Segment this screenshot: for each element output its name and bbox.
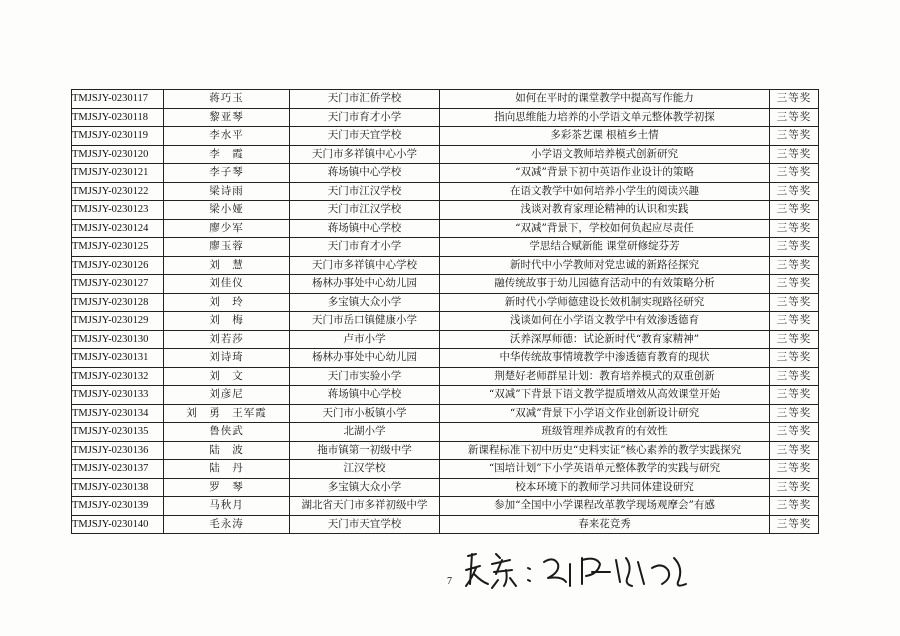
table-row: [72, 293, 819, 312]
school-cell: 多宝镇大众小学: [290, 293, 440, 312]
author-name-cell: 刘 玲: [164, 293, 290, 312]
school-cell: 天门市育才小学: [290, 238, 440, 257]
table-row: [72, 275, 819, 294]
paper-title-cell: 春来花竞秀: [440, 515, 770, 534]
paper-title-cell: 沃养深厚师德：试论新时代“教育家精神”: [440, 330, 770, 349]
table-row: [72, 164, 819, 183]
table-row: [72, 478, 819, 497]
paper-title-cell: 参加“全国中小学课程改革教学现场观摩会”有感: [440, 497, 770, 516]
school-cell: 多宝镇大众小学: [290, 478, 440, 497]
entry-code-cell: TMJSJY-0230119: [72, 127, 164, 146]
author-name-cell: 毛永涛: [164, 515, 290, 534]
paper-title-cell: 多彩茶艺课 根植乡土情: [440, 127, 770, 146]
prize-level-cell: 三等奖: [770, 275, 819, 294]
entry-code-cell: TMJSJY-0230122: [72, 182, 164, 201]
prize-level-cell: 三等奖: [770, 349, 819, 368]
entry-code-cell: TMJSJY-0230124: [72, 219, 164, 238]
paper-title-cell: “双减”背景下小学语文作业创新设计研究: [440, 404, 770, 423]
entry-code-cell: TMJSJY-0230136: [72, 441, 164, 460]
school-cell: 北湖小学: [290, 423, 440, 442]
table-row: [72, 201, 819, 220]
table-row: [72, 441, 819, 460]
table-row: [72, 497, 819, 516]
table-row: [72, 182, 819, 201]
author-name-cell: 鲁侠武: [164, 423, 290, 442]
author-name-cell: 蒋巧玉: [164, 90, 290, 109]
author-name-cell: 刘彦尼: [164, 386, 290, 405]
author-name-cell: 刘 文: [164, 367, 290, 386]
author-name-cell: 梁诗雨: [164, 182, 290, 201]
entry-code-cell: TMJSJY-0230135: [72, 423, 164, 442]
prize-level-cell: 三等奖: [770, 108, 819, 127]
school-cell: 天门市多祥镇中心学校: [290, 256, 440, 275]
paper-title-cell: 校本环境下的教师学习共同体建设研究: [440, 478, 770, 497]
proofreader-signature: [462, 544, 702, 596]
author-name-cell: 刘佳仪: [164, 275, 290, 294]
entry-code-cell: TMJSJY-0230129: [72, 312, 164, 331]
paper-title-cell: 中华传统故事情境教学中渗透德育教育的现状: [440, 349, 770, 368]
entry-code-cell: TMJSJY-0230120: [72, 145, 164, 164]
entry-code-cell: TMJSJY-0230130: [72, 330, 164, 349]
prize-level-cell: 三等奖: [770, 330, 819, 349]
school-cell: 天门市江汉学校: [290, 201, 440, 220]
paper-title-cell: 荆楚好老师群星计划：教育培养模式的双重创新: [440, 367, 770, 386]
prize-level-cell: 三等奖: [770, 460, 819, 479]
table-row: [72, 515, 819, 534]
school-cell: 天门市岳口镇健康小学: [290, 312, 440, 331]
author-name-cell: 黎亚琴: [164, 108, 290, 127]
table-row: [72, 460, 819, 479]
entry-code-cell: TMJSJY-0230117: [72, 90, 164, 109]
author-name-cell: 陆 丹: [164, 460, 290, 479]
entry-code-cell: TMJSJY-0230132: [72, 367, 164, 386]
school-cell: 天门市汇侨学校: [290, 90, 440, 109]
paper-title-cell: 浅谈对教育家理论精神的认识和实践: [440, 201, 770, 220]
paper-title-cell: 在语文教学中如何培养小学生的阅读兴趣: [440, 182, 770, 201]
prize-level-cell: 三等奖: [770, 219, 819, 238]
entry-code-cell: TMJSJY-0230137: [72, 460, 164, 479]
school-cell: 江汉学校: [290, 460, 440, 479]
table-row: [72, 238, 819, 257]
paper-title-cell: “国培计划”下小学英语单元整体教学的实践与研究: [440, 460, 770, 479]
paper-title-cell: 指向思维能力培养的小学语文单元整体教学初探: [440, 108, 770, 127]
table-row: [72, 367, 819, 386]
author-name-cell: 廖少军: [164, 219, 290, 238]
entry-code-cell: TMJSJY-0230131: [72, 349, 164, 368]
school-cell: 蒋场镇中心学校: [290, 219, 440, 238]
paper-title-cell: 小学语文教师培养模式创新研究: [440, 145, 770, 164]
paper-title-cell: 班级管理养成教育的有效性: [440, 423, 770, 442]
school-cell: 蒋场镇中心学校: [290, 164, 440, 183]
author-name-cell: 刘诗琦: [164, 349, 290, 368]
paper-title-cell: “双减”背景下，学校如何负起应尽责任: [440, 219, 770, 238]
prize-level-cell: 三等奖: [770, 312, 819, 331]
school-cell: 蒋场镇中心学校: [290, 386, 440, 405]
author-name-cell: 罗 琴: [164, 478, 290, 497]
author-name-cell: 马秋月: [164, 497, 290, 516]
entry-code-cell: TMJSJY-0230133: [72, 386, 164, 405]
entry-code-cell: TMJSJY-0230127: [72, 275, 164, 294]
author-name-cell: 李 霞: [164, 145, 290, 164]
author-name-cell: 李水平: [164, 127, 290, 146]
prize-level-cell: 三等奖: [770, 164, 819, 183]
author-name-cell: 陆 波: [164, 441, 290, 460]
table-row: [72, 108, 819, 127]
school-cell: 天门市多祥镇中心小学: [290, 145, 440, 164]
table-row: [72, 145, 819, 164]
table-row: [72, 256, 819, 275]
school-cell: 天门市天宜学校: [290, 515, 440, 534]
entry-code-cell: TMJSJY-0230125: [72, 238, 164, 257]
prize-level-cell: 三等奖: [770, 127, 819, 146]
table-row: [72, 219, 819, 238]
table-row: [72, 423, 819, 442]
paper-title-cell: 新时代小学师德建设长效机制实现路径研究: [440, 293, 770, 312]
school-cell: 拖市镇第一初级中学: [290, 441, 440, 460]
entry-code-cell: TMJSJY-0230134: [72, 404, 164, 423]
author-name-cell: 李子琴: [164, 164, 290, 183]
award-list-table: [71, 89, 819, 534]
paper-title-cell: 浅谈如何在小学语文教学中有效渗透德育: [440, 312, 770, 331]
school-cell: 杨林办事处中心幼儿园: [290, 275, 440, 294]
prize-level-cell: 三等奖: [770, 404, 819, 423]
prize-level-cell: 三等奖: [770, 90, 819, 109]
table-row: [72, 127, 819, 146]
prize-level-cell: 三等奖: [770, 441, 819, 460]
paper-title-cell: 新课程标准下初中历史“史料实证”核心素养的教学实践探究: [440, 441, 770, 460]
paper-title-cell: “双减”下背景下语文教学提质增效从高效课堂开始: [440, 386, 770, 405]
prize-level-cell: 三等奖: [770, 182, 819, 201]
prize-level-cell: 三等奖: [770, 256, 819, 275]
author-name-cell: 刘 勇 王军霞: [164, 404, 290, 423]
school-cell: 天门市天宜学校: [290, 127, 440, 146]
table-row: [72, 330, 819, 349]
paper-title-cell: 新时代中小学教师对党忠诚的新路径探究: [440, 256, 770, 275]
table-row: [72, 312, 819, 331]
page-number: 7: [447, 576, 452, 587]
prize-level-cell: 三等奖: [770, 201, 819, 220]
school-cell: 湖北省天门市多祥初级中学: [290, 497, 440, 516]
entry-code-cell: TMJSJY-0230140: [72, 515, 164, 534]
prize-level-cell: 三等奖: [770, 367, 819, 386]
table-row: [72, 349, 819, 368]
prize-level-cell: 三等奖: [770, 293, 819, 312]
award-list-body: [72, 90, 819, 534]
entry-code-cell: TMJSJY-0230118: [72, 108, 164, 127]
prize-level-cell: 三等奖: [770, 497, 819, 516]
prize-level-cell: 三等奖: [770, 145, 819, 164]
prize-level-cell: 三等奖: [770, 515, 819, 534]
entry-code-cell: TMJSJY-0230126: [72, 256, 164, 275]
prize-level-cell: 三等奖: [770, 423, 819, 442]
table-row: [72, 404, 819, 423]
entry-code-cell: TMJSJY-0230138: [72, 478, 164, 497]
school-cell: 杨林办事处中心幼儿园: [290, 349, 440, 368]
entry-code-cell: TMJSJY-0230139: [72, 497, 164, 516]
prize-level-cell: 三等奖: [770, 478, 819, 497]
school-cell: 天门市实验小学: [290, 367, 440, 386]
paper-title-cell: 如何在平时的课堂教学中提高写作能力: [440, 90, 770, 109]
author-name-cell: 梁小娅: [164, 201, 290, 220]
table-row: [72, 90, 819, 109]
school-cell: 天门市育才小学: [290, 108, 440, 127]
author-name-cell: 刘 慧: [164, 256, 290, 275]
prize-level-cell: 三等奖: [770, 386, 819, 405]
entry-code-cell: TMJSJY-0230121: [72, 164, 164, 183]
author-name-cell: 刘 梅: [164, 312, 290, 331]
paper-title-cell: 融传统故事于幼儿园德育活动中的有效策略分析: [440, 275, 770, 294]
prize-level-cell: 三等奖: [770, 238, 819, 257]
paper-title-cell: “双减”背景下初中英语作业设计的策略: [440, 164, 770, 183]
author-name-cell: 刘若莎: [164, 330, 290, 349]
school-cell: 天门市小板镇小学: [290, 404, 440, 423]
entry-code-cell: TMJSJY-0230123: [72, 201, 164, 220]
author-name-cell: 廖玉蓉: [164, 238, 290, 257]
school-cell: 天门市江汉学校: [290, 182, 440, 201]
paper-title-cell: 学思结合赋新能 课堂研修绽芬芳: [440, 238, 770, 257]
school-cell: 卢市小学: [290, 330, 440, 349]
entry-code-cell: TMJSJY-0230128: [72, 293, 164, 312]
table-row: [72, 386, 819, 405]
